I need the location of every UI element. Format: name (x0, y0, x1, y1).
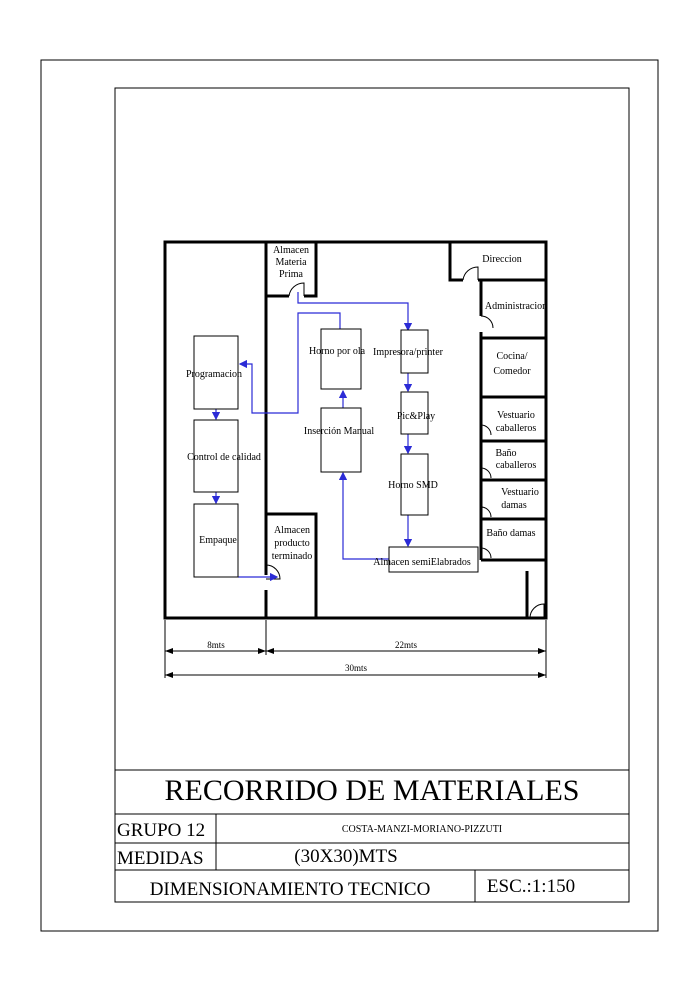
grupo-label: GRUPO 12 (117, 820, 206, 841)
scale: ESC.:1:150 (486, 876, 576, 897)
sheet-title: RECORRIDO DE MATERIALES (164, 774, 580, 807)
dim-right-label: 22mts (394, 640, 418, 650)
label-vestuario-damas-2: damas (501, 500, 527, 511)
door-mp (289, 283, 304, 296)
station-insercion (321, 408, 361, 472)
dim-total-label: 30mts (344, 663, 368, 673)
title-block (115, 770, 629, 902)
flow-mp-to-printer (298, 292, 408, 330)
label-cocina-2: Comedor (493, 366, 531, 377)
label-almacen-pt-2: producto (274, 538, 310, 549)
subject: DIMENSIONAMIENTO TECNICO (149, 879, 431, 900)
label-vestuario-cab-2: caballeros (495, 423, 537, 434)
station-horno-ola (321, 329, 361, 389)
label-almacen-mp-3: Prima (279, 269, 303, 280)
label-almacen-pt-1: Almacen (273, 525, 311, 536)
label-control-calidad: Control de calidad (187, 452, 261, 463)
label-bano-damas: Baño damas (486, 528, 536, 539)
label-horno-ola: Horno por ola (308, 346, 366, 357)
label-bano-cab-2: caballeros (495, 460, 537, 471)
door-admin (481, 316, 493, 328)
label-empaque: Empaque (199, 535, 237, 546)
label-almacen-mp-1: Almacen (272, 245, 310, 256)
dimensions (165, 620, 546, 678)
label-horno-smd: Horno SMD (388, 480, 438, 491)
label-almacen-mp-2: Materia (275, 257, 307, 268)
label-vestuario-cab-1: Vestuario (497, 410, 535, 421)
door-direccion (463, 267, 478, 280)
label-direccion: Direccion (482, 254, 522, 265)
stations (186, 329, 478, 577)
label-almacen-semi: Almacen semiElabrados (373, 557, 471, 568)
label-vestuario-damas-1: Vestuario (501, 487, 539, 498)
authors: COSTA-MANZI-MORIANO-PIZZUTI (341, 824, 503, 835)
medidas-label: MEDIDAS (117, 848, 204, 869)
label-bano-cab-1: Baño (495, 448, 517, 459)
label-almacen-pt-3: terminado (271, 551, 313, 562)
dim-left-label: 8mts (207, 640, 225, 650)
label-cocina-1: Cocina/ (496, 351, 528, 362)
label-administracion: Administracion (484, 301, 548, 312)
label-programacion: Programacion (185, 369, 243, 380)
door-exit (530, 604, 544, 618)
label-pick-place: Pic&Play (396, 411, 436, 422)
label-insercion: Inserción Manual (303, 426, 375, 437)
medidas-value: (30X30)MTS (294, 846, 398, 867)
label-impresora: Impresora/printer (373, 347, 443, 358)
